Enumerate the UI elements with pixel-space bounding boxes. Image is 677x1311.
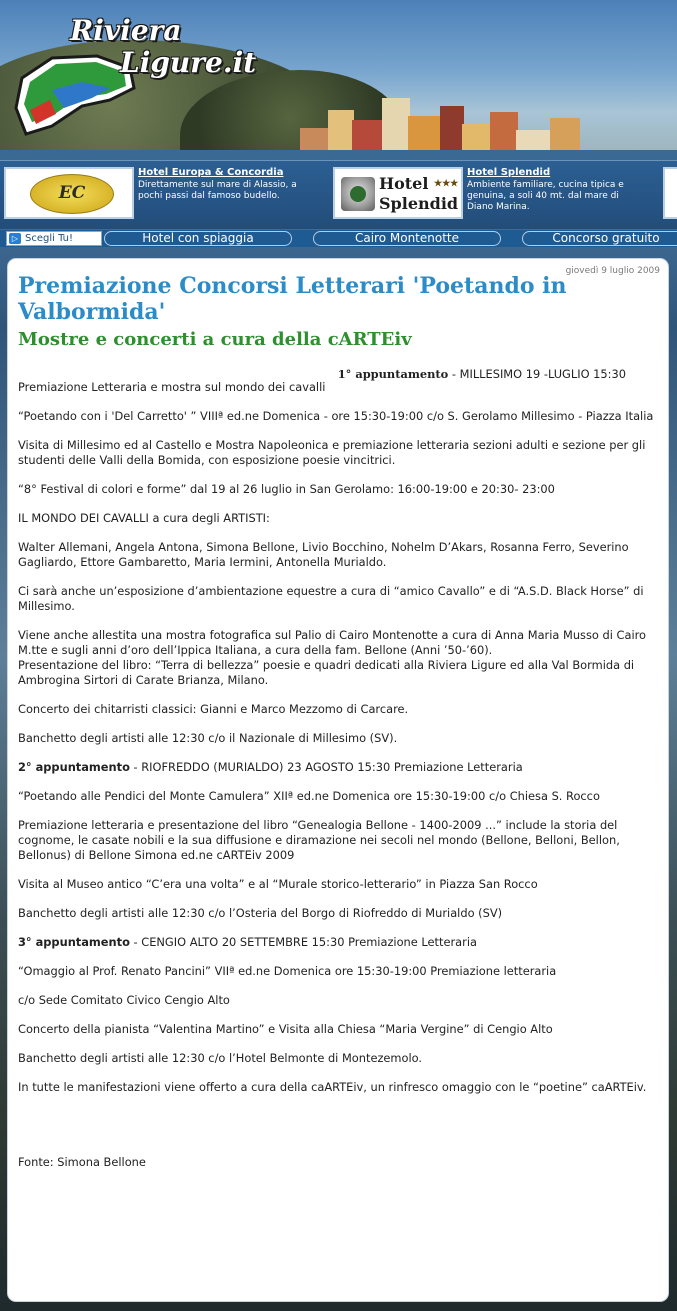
third-appointment-label: 3° appuntamento [18,935,130,949]
first-appointment-label: 1° appuntamento [337,367,449,381]
scegli-tu-label: Scegli Tu! [25,233,74,244]
nav-hotel-con-spiaggia[interactable]: Hotel con spiaggia [104,231,292,246]
paragraph: “Omaggio al Prof. Renato Pancini” VIIª ed.ne Domenica ore 15:30-19:00 Premiazione letteraria [18,964,557,978]
third-appointment [18,935,656,950]
splendid-logo-line1: Hotel [379,174,429,193]
header-banner [0,0,677,160]
second-appointment-details: - RIOFREDDO (MURIALDO) 23 AGOSTO 15:30 Premiazione Letteraria [129,760,523,774]
hotel-splendid-link[interactable]: Hotel Splendid [467,167,551,178]
second-appointment [18,760,656,775]
article-source: Fonte: Simona Bellone [18,1155,146,1169]
hotel-europa-desc: Direttamente sul mare di Alassio, a pochi passi dal famoso budello. [138,180,297,201]
paragraph: “Poetando con i 'Del Carretto' ” VIIIª ed.ne Domenica - ore 15:30-19:00 c/o S. Gerolamo Millesimo - Piazza Italia [18,409,654,423]
logo-text-riviera: Riviera [70,14,182,47]
header-sea [0,150,677,160]
site-logo[interactable] [8,12,257,142]
article-date: giovedì 9 luglio 2009 [565,266,660,276]
paragraph: Ci sarà anche un’esposizione d’ambientazione equestre a cura di “amico Cavallo” e di “A.S.D. Black Horse” di Millesimo. [18,584,644,613]
hotel-europa-logo[interactable] [4,167,134,219]
article-subtitle: Mostre e concerti a cura della cARTEiv [18,329,412,350]
article-title: Premiazione Concorsi Letterari 'Poetando in Valbormida' [18,273,567,325]
ad-hotel-europa[interactable] [4,167,324,223]
paragraph: Concerto della pianista “Valentina Martino” e Visita alla Chiesa “Maria Vergine” di Cengio Alto [18,1022,553,1036]
paragraph: Visita al Museo antico “C’era una volta” e al “Murale storico-letterario” in Piazza San Rocco [18,877,538,891]
article-card [8,259,668,1301]
hotel-splendid-logo[interactable] [333,167,463,219]
ad-hotel-splendid[interactable] [333,167,663,223]
nav-concorso-gratuito[interactable]: Concorso gratuito [522,231,677,246]
hotel-europa-link[interactable]: Hotel Europa & Concordia [138,167,284,178]
paragraph: Concerto dei chitarristi classici: Gianni e Marco Mezzomo di Carcare. [18,702,409,716]
paragraph: “8° Festival di colori e forme” dal 19 al 26 luglio in San Gerolamo: 16:00-19:00 e 20:30- 23:00 [18,482,555,496]
paragraph: Visita di Millesimo ed al Castello e Mostra Napoleonica e premiazione letteraria sezioni adulti e sezione per gli studenti delle Valli della Bomida, con esposizione poesie vincitrici. [18,438,646,467]
splendid-stars-icon: ★★★ [434,179,459,189]
paragraph: Presentazione del libro: “Terra di bellezza” poesie e quadri dedicati alla Riviera Ligure ed alla Val Bormida di Ambrogina Sirtori di Carate Brianza, Milano. [18,658,635,687]
second-appointment-label: 2° appuntamento [18,760,130,774]
scegli-tu-button[interactable] [6,231,102,246]
paragraph: Premiazione letteraria e presentazione del libro “Genealogia Bellone - 1400-2009 ...” include la storia del cognome, le casate nobili e la sua diffusione e diramazione nei secoli nel mondo (Bellone, Belloni, Bellon, Bellonus) di Bellone Simona ed.ne cARTEiv 2009 [18,818,620,862]
ad-third-partial[interactable] [663,167,677,219]
play-icon: ▷ [9,233,21,244]
paragraph: c/o Sede Comitato Civico Cengio Alto [18,993,230,1007]
first-appointment-details: - MILLESIMO 19 -LUGLIO 15:30 [448,367,626,381]
third-appointment-details: - CENGIO ALTO 20 SETTEMBRE 15:30 Premiazione Letteraria [129,935,477,949]
paragraph: Premiazione Letteraria e mostra sul mondo dei cavalli [18,380,326,394]
paragraph: Banchetto degli artisti alle 12:30 c/o l’Osteria del Borgo di Riofreddo di Murialdo (SV) [18,906,503,920]
ec-emblem-icon [30,174,114,214]
paragraph: IL MONDO DEI CAVALLI a cura degli ARTISTI: [18,511,270,525]
logo-text-ligure: Ligure.it [120,46,257,79]
paragraph: Viene anche allestita una mostra fotografica sul Palio di Cairo Montenotte a cura di Anna Maria Musso di Cairo M.tte e sugli anni d’oro dell’Ippica Italiana, a cura della fam. Bellone (Anni ’50-’60). [18,628,647,657]
ec-emblem-text: EC [58,183,86,203]
article-body [18,367,656,1170]
paragraph: In tutte le manifestazioni viene offerto a cura della caARTEiv, un rinfresco omaggio con le “poetine” caARTEiv. [18,1080,647,1094]
hotel-ads-strip [0,160,677,229]
hotel-splendid-desc: Ambiente familiare, cucina tipica e genuina, a soli 40 mt. dal mare di Diano Marina. [467,180,624,212]
paragraph: Walter Allemani, Angela Antona, Simona Bellone, Livio Bocchino, Nohelm D’Akars, Rosanna Ferro, Severino Gagliardo, Ettore Gambaretto, Maria Iermini, Antonella Murialdo. [18,540,629,569]
nav-cairo-montenotte[interactable]: Cairo Montenotte [313,231,501,246]
paragraph: Banchetto degli artisti alle 12:30 c/o l’Hotel Belmonte di Montezemolo. [18,1051,423,1065]
nav-bar [0,230,677,247]
splendid-crest-icon [341,177,375,211]
splendid-logo-line2: Splendid [379,194,459,213]
splendid-logo-text [379,174,458,214]
paragraph: Banchetto degli artisti alle 12:30 c/o il Nazionale di Millesimo (SV). [18,731,398,745]
paragraph: “Poetando alle Pendici del Monte Camulera” XIIª ed.ne Domenica ore 15:30-19:00 c/o Chiesa S. Rocco [18,789,600,803]
